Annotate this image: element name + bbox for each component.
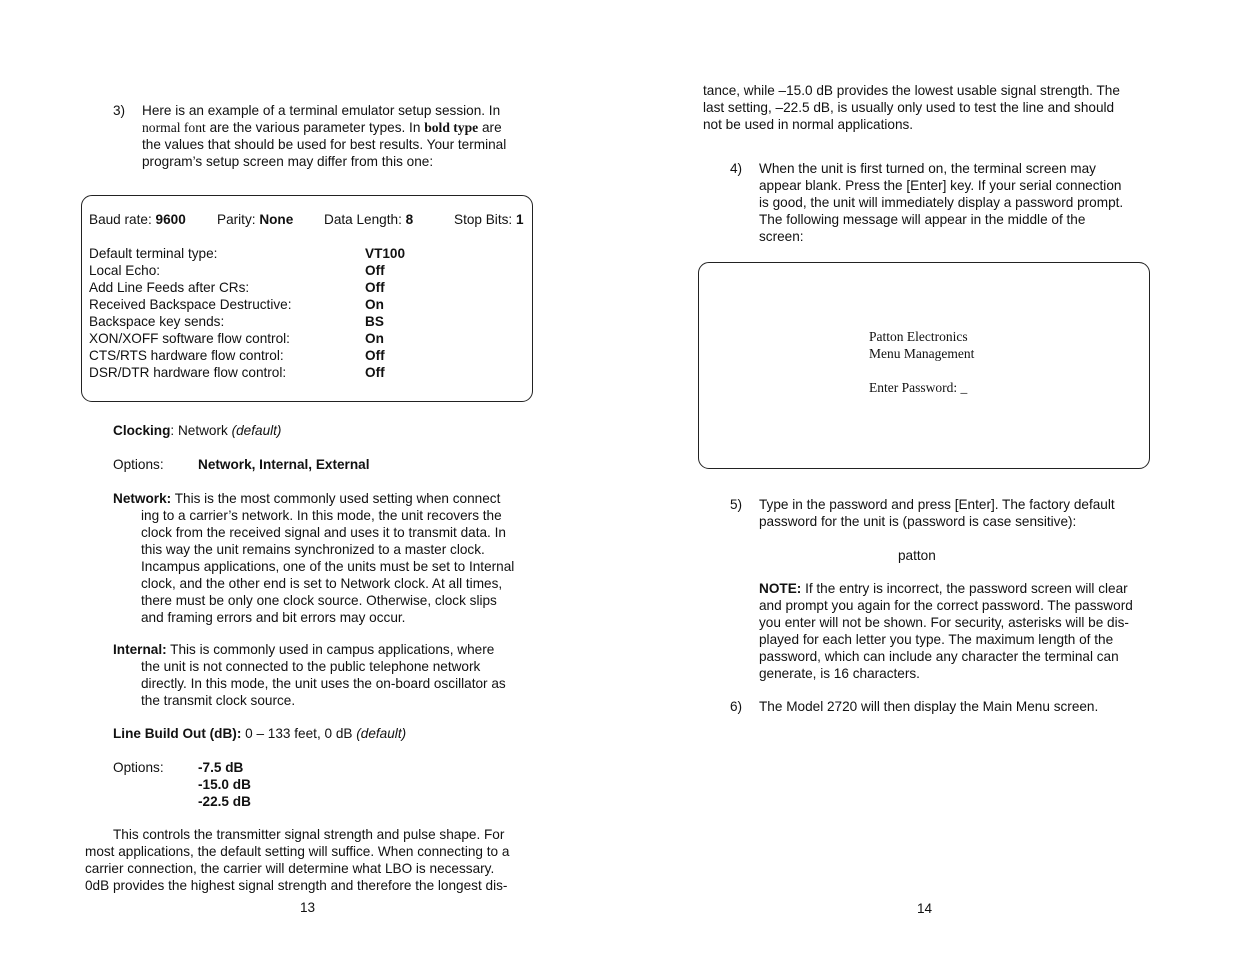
paragraph-line: Incampus applications, one of the units must be set to Internal xyxy=(141,559,515,574)
stop-bits-label: Stop Bits: xyxy=(454,212,516,227)
setting-label: CTS/RTS hardware flow control: xyxy=(89,348,284,363)
network-paragraph xyxy=(113,490,514,626)
stop-bits xyxy=(454,211,524,228)
terminal-setup-box xyxy=(81,195,533,402)
paragraph-line: clock, and the other end is set to Network clock. At all times, xyxy=(141,576,503,591)
step-3-text-part: are xyxy=(478,120,502,135)
data-length-value: 8 xyxy=(405,212,414,227)
paragraph-line: 0dB provides the highest signal strength and therefore the longest dis- xyxy=(85,878,508,893)
setting-label: Add Line Feeds after CRs: xyxy=(89,280,250,295)
continued-paragraph xyxy=(703,82,1120,133)
baud-rate-label: Baud rate: xyxy=(89,212,156,227)
lbo-options-list xyxy=(198,759,251,810)
lbo-heading xyxy=(113,725,406,742)
paragraph-text: If the entry is incorrect, the password screen will clear xyxy=(801,581,1128,596)
setting-value: Off xyxy=(365,280,385,295)
parity-value: None xyxy=(259,212,294,227)
paragraph-line: directly. In this mode, the unit uses the on-board oscillator as xyxy=(141,676,506,691)
setting-label: Default terminal type: xyxy=(89,246,218,261)
step-6-number: 6) xyxy=(730,699,743,714)
terminal-password-prompt: Enter Password: _ xyxy=(869,380,968,395)
paragraph-line xyxy=(113,641,506,658)
lbo-option: -22.5 dB xyxy=(198,794,251,809)
setting-row xyxy=(89,296,384,313)
setting-row xyxy=(89,245,406,262)
paragraph-text: This is commonly used in campus applications, where xyxy=(166,642,495,657)
setting-value: On xyxy=(365,331,384,346)
setting-label: Received Backspace Destructive: xyxy=(89,297,292,312)
setting-label: XON/XOFF software flow control: xyxy=(89,331,290,346)
paragraph-line: last setting, –22.5 dB, is usually only used to test the line and should xyxy=(703,100,1115,115)
data-length-label: Data Length: xyxy=(324,212,406,227)
setting-label: Backspace key sends: xyxy=(89,314,225,329)
settings-list xyxy=(89,245,529,385)
paragraph-line: clock from the received signal and uses it to transmit data. In xyxy=(141,525,506,540)
terminal-spacer xyxy=(869,362,974,379)
step-3-line xyxy=(142,119,506,136)
paragraph-line: and framing errors and bit errors may occur. xyxy=(141,610,406,625)
lbo-options-label: Options: xyxy=(113,760,164,775)
setting-label: DSR/DTR hardware flow control: xyxy=(89,365,287,380)
paragraph-line: played for each letter you type. The maximum length of the xyxy=(759,632,1114,647)
paragraph-text: This is the most commonly used setting when connect xyxy=(171,491,501,506)
note-label: NOTE: xyxy=(759,581,802,596)
setting-value: BS xyxy=(365,314,384,329)
setting-row xyxy=(89,347,385,364)
paragraph-line: carrier connection, the carrier will determine what LBO is necessary. xyxy=(85,861,495,876)
paragraph-line: appear blank. Press the [Enter] key. If your serial connection xyxy=(759,178,1122,193)
setting-row xyxy=(89,330,384,347)
step-3-line: Here is an example of a terminal emulator setup session. In xyxy=(142,103,501,118)
stop-bits-value: 1 xyxy=(515,212,524,227)
clocking-label: Clocking xyxy=(113,423,171,438)
lbo-value: 0 – 133 feet, 0 dB xyxy=(241,726,357,741)
lbo-option: -7.5 dB xyxy=(198,760,244,775)
step-3-line: program’s setup screen may differ from this one: xyxy=(142,154,434,169)
paragraph-line: this way the unit remains synchronized to a master clock. xyxy=(141,542,485,557)
paragraph-line: is good, the unit will immediately display a password prompt. xyxy=(759,195,1124,210)
setting-value: On xyxy=(365,297,384,312)
setting-row xyxy=(89,313,384,330)
data-length xyxy=(324,211,413,228)
setting-row xyxy=(89,364,385,381)
paragraph-line: generate, is 16 characters. xyxy=(759,666,920,681)
baud-rate xyxy=(89,211,186,228)
lbo-options xyxy=(113,759,251,809)
normal-font-sample: normal font xyxy=(142,120,206,135)
lbo-description xyxy=(85,826,509,894)
paragraph-line: When the unit is first turned on, the terminal screen may xyxy=(759,161,1096,176)
clocking-options-label: Options: xyxy=(113,457,164,472)
bold-type-sample: bold type xyxy=(424,120,479,135)
step-4-text xyxy=(759,160,1123,245)
setting-value: Off xyxy=(365,365,385,380)
note-paragraph xyxy=(759,580,1133,682)
parity-label: Parity: xyxy=(217,212,260,227)
paragraph-line: The following message will appear in the middle of the xyxy=(759,212,1086,227)
paragraph-line: Type in the password and press [Enter]. The factory default xyxy=(759,497,1115,512)
setting-row xyxy=(89,279,385,296)
lbo-option: -15.0 dB xyxy=(198,777,251,792)
step-5-text xyxy=(759,496,1115,530)
step-3-line: the values that should be used for best results. Your terminal xyxy=(142,137,507,152)
setting-row xyxy=(89,262,385,279)
step-6-text: The Model 2720 will then display the Main Menu screen. xyxy=(759,699,1099,714)
paragraph-line: there must be only one clock source. Otherwise, clock slips xyxy=(141,593,497,608)
clocking-heading xyxy=(113,422,281,439)
clocking-options xyxy=(113,456,370,473)
setting-value: Off xyxy=(365,263,385,278)
clocking-value: : Network xyxy=(170,423,232,438)
lbo-label: Line Build Out (dB): xyxy=(113,726,242,741)
terminal-line: Menu Management xyxy=(869,346,975,361)
lbo-default: (default) xyxy=(356,726,407,741)
step-4-number: 4) xyxy=(730,161,743,176)
setting-label: Local Echo: xyxy=(89,263,161,278)
default-password: patton xyxy=(898,548,936,563)
paragraph-line: screen: xyxy=(759,229,804,244)
step-3-text xyxy=(142,102,506,170)
terminal-message xyxy=(869,328,974,396)
paragraph-line: not be used in normal applications. xyxy=(703,117,914,132)
clocking-default: (default) xyxy=(231,423,282,438)
paragraph-line: password, which can include any character the terminal can xyxy=(759,649,1119,664)
paragraph-line: tance, while –15.0 dB provides the lowest usable signal strength. The xyxy=(703,83,1120,98)
step-3-text-part: are the various parameter types. In xyxy=(205,120,425,135)
page-number-right: 14 xyxy=(917,901,933,916)
setting-value: VT100 xyxy=(365,246,406,261)
paragraph-line: ing to a carrier’s network. In this mode, the unit recovers the xyxy=(141,508,502,523)
step-3-number: 3) xyxy=(113,103,126,118)
paragraph-line xyxy=(113,490,514,507)
paragraph-line: and prompt you again for the correct password. The password xyxy=(759,598,1133,613)
parity xyxy=(217,211,293,228)
paragraph-line xyxy=(759,580,1133,597)
paragraph-line: you enter will not be shown. For security, asterisks will be dis- xyxy=(759,615,1129,630)
step-5-number: 5) xyxy=(730,497,743,512)
internal-paragraph xyxy=(113,641,506,709)
network-label: Network: xyxy=(113,491,172,506)
terminal-screen-box xyxy=(698,262,1150,469)
clocking-options-value: Network, Internal, External xyxy=(198,457,370,472)
internal-label: Internal: xyxy=(113,642,167,657)
paragraph-line: most applications, the default setting will suffice. When connecting to a xyxy=(85,844,510,859)
baud-rate-value: 9600 xyxy=(155,212,186,227)
terminal-line: Patton Electronics xyxy=(869,329,968,344)
paragraph-line: password for the unit is (password is case sensitive): xyxy=(759,514,1077,529)
page-number-left: 13 xyxy=(300,900,316,915)
paragraph-line: the transmit clock source. xyxy=(141,693,296,708)
paragraph-line: the unit is not connected to the public telephone network xyxy=(141,659,481,674)
paragraph-line: This controls the transmitter signal strength and pulse shape. For xyxy=(113,827,505,842)
setting-value: Off xyxy=(365,348,385,363)
